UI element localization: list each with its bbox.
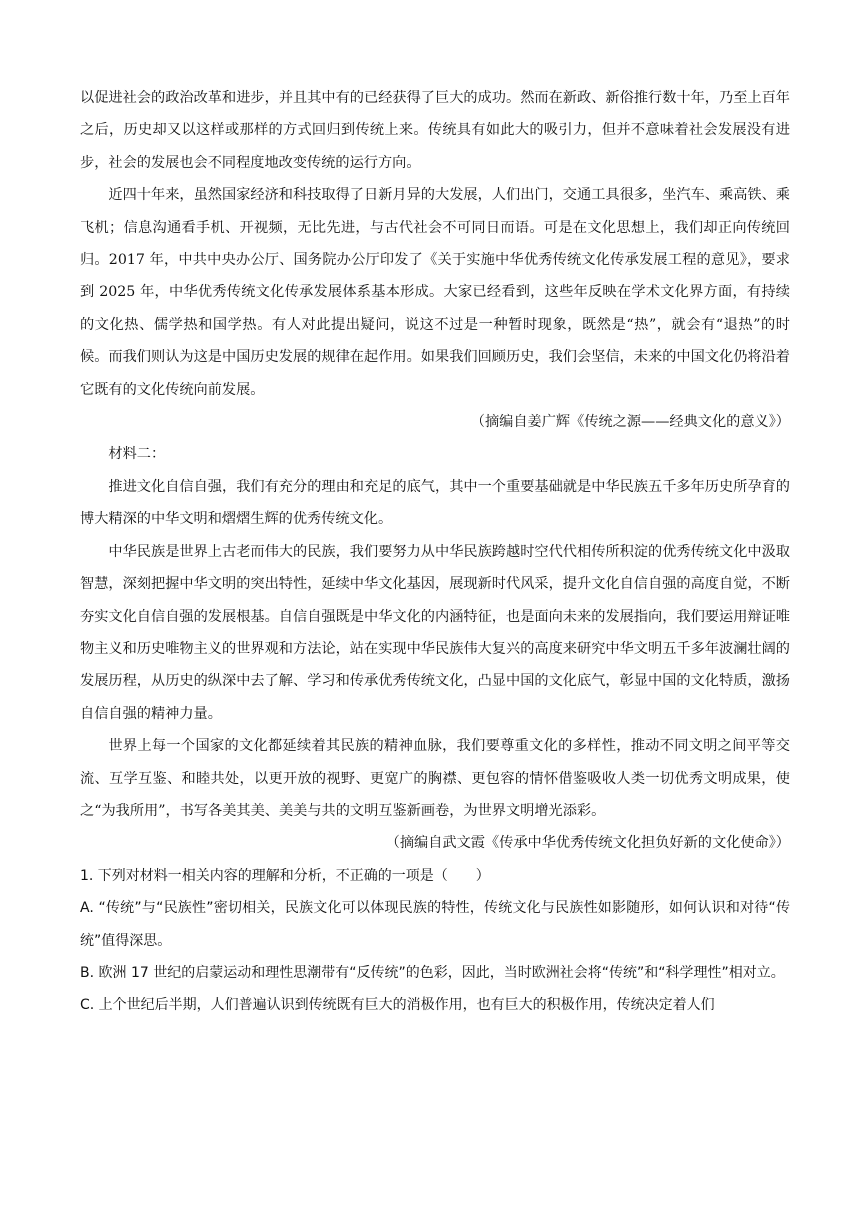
source-citation: （摘编自姜广辉《传统之源——经典文化的意义》） [470,414,790,431]
question-one [80,860,790,1022]
section-heading: 材料二： [108,446,166,463]
paragraph: 中华民族是世界上古老而伟大的民族，我们要努力从中华民族跨越时空代代相传所积淀的优秀传统文化中汲取智慧，深刻把握中华文明的突出特性，延续中华文化基因，展现新时代风采，提升文化自信自强的高度自觉，不断夯实文化自信自强的发展根基。自信自强既是中华文化的内涵特征，也是面向未来的发展指向，我们要运用辩证唯物主义和历史唯物主义的世界观和方法论，站在实现中华民族伟大复兴的高度来研究中华文明五千多年波澜壮阔的发展历程，从历史的纵深中去了解、学习和传承优秀传统文化，凸显中国的文化底气，彰显中国的文化特质，激扬自信自强的精神力量。 [80,543,790,722]
paragraph: 推进文化自信自强，我们有充分的理由和充足的底气，其中一个重要基础就是中华民族五千多年历史所孕育的博大精深的中华文明和熠熠生辉的优秀传统文化。 [80,478,790,528]
option-b: B. 欧洲 17 世纪的启蒙运动和理性思潮带有“反传统”的色彩，因此，当时欧洲社会将“传统”和“科学理性”相对立。 [80,964,785,981]
paragraph: 以促进社会的政治改革和进步，并且其中有的已经获得了巨大的成功。然而在新政、新俗推行数十年，乃至上百年之后，历史却又以这样或那样的方式回归到传统上来。传统具有如此大的吸引力，但并不意味着社会发展没有进步，社会的发展也会不同程度地改变传统的运行方向。 [80,90,790,171]
option-a: A. “传统”与“民族性”密切相关，民族文化可以体现民族的特性，传统文化与民族性如影随形，如何认识和对待“传统”值得深思。 [80,900,790,949]
material-one [80,82,790,438]
material-two [80,438,790,859]
source-citation: （摘编自武文霞《传承中华优秀传统文化担负好新的文化使命》） [385,835,790,852]
document-page [80,82,790,1022]
paragraph: 世界上每一个国家的文化都延续着其民族的精神血脉，我们要尊重文化的多样性，推动不同文明之间平等交流、互学互鉴、和睦共处，以更开放的视野、更宽广的胸襟、更包容的情怀借鉴吸收人类一切优秀文明成果，使之“为我所用”，书写各美其美、美美与共的文明互鉴新画卷，为世界文明增光添彩。 [80,738,790,819]
question-stem: 1. 下列对材料一相关内容的理解和分析，不正确的一项是（ ） [80,867,490,884]
option-c: C. 上个世纪后半期，人们普遍认识到传统既有巨大的消极作用，也有巨大的积极作用，传统决定着人们 [80,997,715,1014]
paragraph: 近四十年来，虽然国家经济和科技取得了日新月异的大发展，人们出门，交通工具很多，坐汽车、乘高铁、乘飞机；信息沟通看手机、开视频，无比先进，与古代社会不可同日而语。可是在文化思想上，我们却正向传统回归。2017 年，中共中央办公厅、国务院办公厅印发了《关于实施中华优秀传统文化传承发展工程的意见》，要求到 2025 年，中华优秀传统文化传承发展体系基本形成。大家已经看到，这些年反映在学术文化界方面，有持续的文化热、儒学热和国学热。有人对此提出疑问，说这不过是一种暂时现象，既然是“热”，就会有“退热”的时候。而我们则认为这是中国历史发展的规律在起作用。如果我们回顾历史，我们会坚信，未来的中国文化仍将沿着它既有的文化传统向前发展。 [80,187,790,398]
